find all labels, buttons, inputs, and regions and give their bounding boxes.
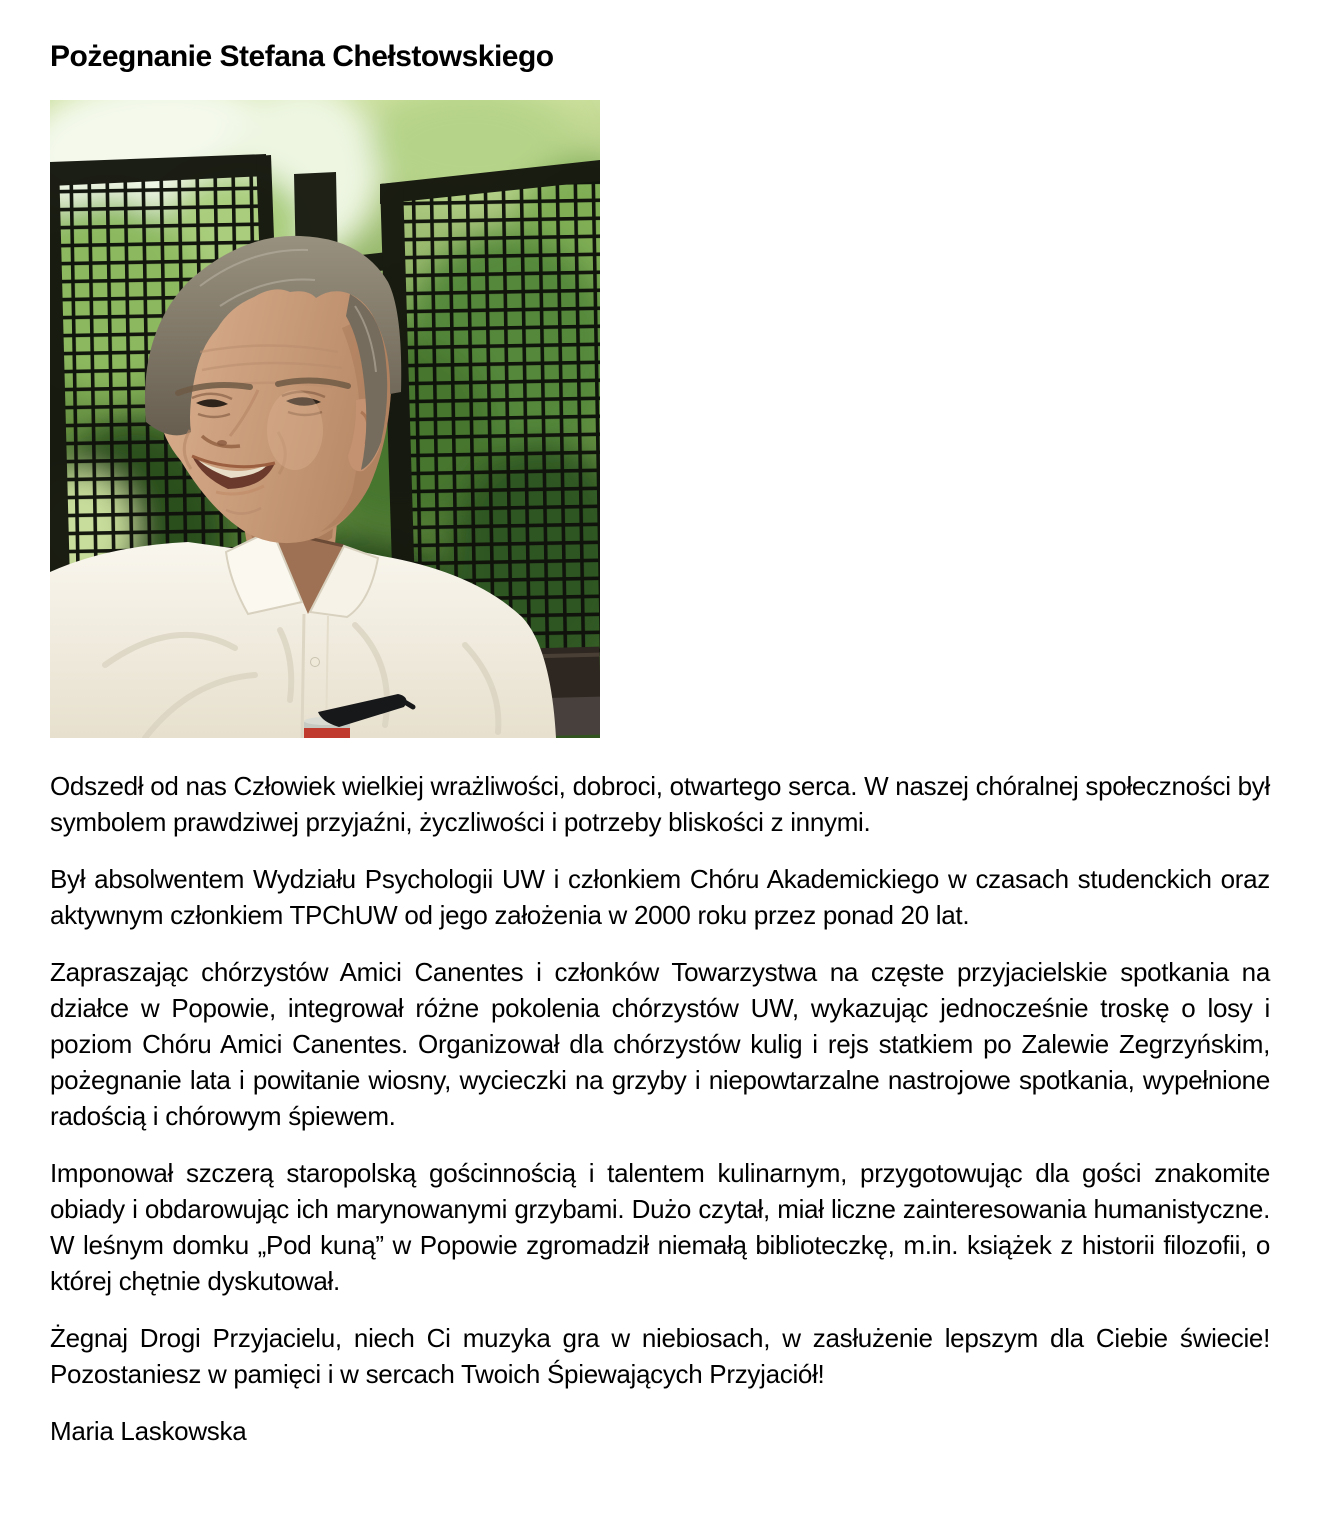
signature: Maria Laskowska — [50, 1416, 247, 1446]
paragraph-3: Zapraszając chórzystów Amici Canentes i członków Towarzystwa na częste przyjacielskie spotkania na działce w Popowie, integrował różne pokolenia chórzystów UW, wykazując jednocześnie troskę o losy i poziom Chóru Amici Canentes. Organizował dla chórzystów kulig i rejs statkiem po Zalewie Zegrzyńskim, pożegnanie lata i powitanie wiosny, wycieczki na grzyby i niepowtarzalne nastrojowe spotkania, wypełnione radością i chórowym śpiewem. — [50, 957, 1270, 1131]
page-title: Pożegnanie Stefana Chełstowskiego — [50, 40, 554, 73]
portrait-photo — [50, 100, 600, 738]
paragraph-5: Żegnaj Drogi Przyjacielu, niech Ci muzyka gra w niebiosach, w zasłużenie lepszym dla Ciebie świecie! Pozostaniesz w pamięci i w sercach Twoich Śpiewających Przyjaciół! — [50, 1323, 1270, 1389]
paragraph-2: Był absolwentem Wydziału Psychologii UW i członkiem Chóru Akademickiego w czasach studenckich oraz aktywnym członkiem TPChUW od jego założenia w 2000 roku przez ponad 20 lat. — [50, 864, 1270, 930]
portrait-photo-illustration — [50, 100, 600, 738]
article-body — [50, 768, 1270, 1449]
paragraph-1: Odszedł od nas Człowiek wielkiej wrażliwości, dobroci, otwartego serca. W naszej chóralnej społeczności był symbolem prawdziwej przyjaźni, życzliwości i potrzeby bliskości z innymi. — [50, 771, 1270, 837]
paragraph-4: Imponował szczerą staropolską gościnnością i talentem kulinarnym, przygotowując dla gości znakomite obiady i obdarowując ich marynowanymi grzybami. Dużo czytał, miał liczne zainteresowania humanistyczne. W leśnym domku „Pod kuną” w Popowie zgromadził niemałą biblioteczkę, m.in. książek z historii filozofii, o której chętnie dyskutował. — [50, 1158, 1270, 1296]
